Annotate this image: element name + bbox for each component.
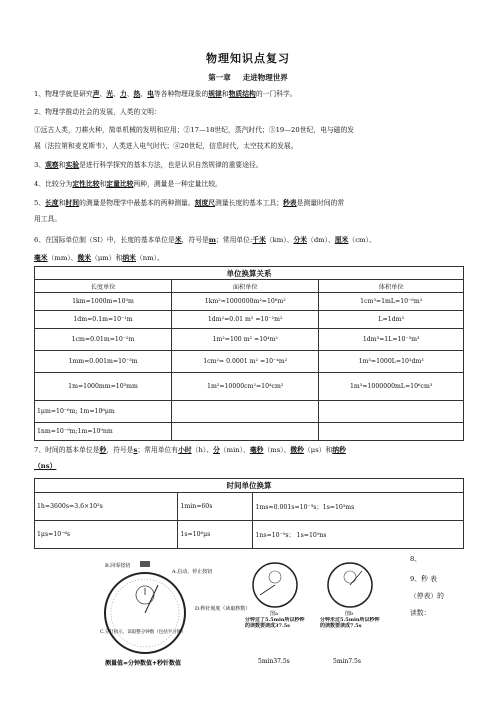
paragraph-4: 4、比较分为定性比较和定量比较两种，测量是一种定量比较。 (34, 180, 222, 188)
table-title: 时间单位换算 (35, 479, 464, 493)
paragraph-3: 3、观察和实验是进行科学探究的基本方法，也是认识自然规律的重要途径。 (34, 161, 263, 169)
page-title: 物理知识点复习 (206, 52, 290, 65)
item-9-line2: （停表）的 (410, 592, 444, 600)
time-conversion-table (34, 478, 464, 549)
header-volume: 体积单位 (319, 280, 464, 293)
note-a: 分钟过了5.5min所以秒钟的读数要读成37.5s (245, 617, 305, 629)
table-cell: 1m=1000mm=10³mm (35, 373, 172, 401)
table-cell: 1μs=10⁻⁶s (35, 521, 178, 549)
table-cell: 1m²=100 m² =10⁴m² (172, 329, 319, 351)
paragraph-7a: 7、时间的基本单位是秒，符号是s；常用单位有小时（h）、分（min）、毫秒（ms）、微秒（μs）和纳秒 (34, 446, 346, 454)
stopwatch-a (253, 563, 297, 607)
result-a: 5min37.5s (258, 658, 290, 665)
table-cell: 1km=1000m=10³m (35, 293, 172, 311)
item-8: 8、 (410, 555, 422, 563)
item-9-line3: 读数： (410, 609, 431, 617)
table-cell: 1s=10⁶μs (178, 521, 253, 549)
fig-b-label: 图b (345, 611, 354, 617)
table-cell: 1mm=0.001m=10⁻³m (35, 351, 172, 373)
table-cell: 1μm=10⁻⁶m; 1m=10⁶μm (35, 401, 172, 423)
table-cell: 1dm³=1L=10⁻³m³ (319, 329, 464, 351)
table-cell: 1m³=1000000mL=10⁶cm³ (319, 373, 464, 401)
result-b: 5min7.5s (333, 658, 361, 665)
table-cell: 1dm=0.1m=10⁻¹m (35, 311, 172, 329)
stopwatch-figure (100, 555, 400, 680)
table-cell: 1nm=10⁻⁹m;1m=10⁹nm (35, 423, 172, 441)
paragraph-1: 1、物理学就是研究声、光、力、热、电等各种物理现象的规律和物质结构的一门科学。 (34, 90, 297, 98)
label-c: C.分针指示，读取整分钟数（包括半分钟） (100, 630, 186, 635)
paragraph-7b: （ns） (34, 462, 57, 470)
header-area: 面积单位 (172, 280, 319, 293)
paragraph-2: 2、物理学推动社会的发展，人类的文明： (34, 108, 161, 116)
unit-conversion-table (34, 266, 464, 441)
label-d: D.秒针刻度（读取秒数） (195, 606, 251, 612)
table-title: 单位换算关系 (35, 267, 464, 280)
table-cell: 1h=3600s=3.6×10³s (35, 493, 178, 521)
note-b: 分钟未过5.5min所以秒钟的读数要读成7.5s (320, 617, 380, 629)
chapter-heading (0, 72, 496, 83)
paragraph-2a: ①远古人类，刀耕火种，简单机械的发明和应用；②17—18世纪，蒸汽时代；③19—20世纪，电与磁的发 (34, 126, 355, 134)
table-cell: L=1dm³ (319, 311, 464, 329)
chapter-number: 第一章 (208, 73, 231, 82)
label-a: A.启动、停止按钮 (172, 569, 213, 575)
table-cell: 1m³=1000L=10³dm³ (319, 351, 464, 373)
table-cell: 1min=60s (178, 493, 253, 521)
table-cell (319, 401, 464, 423)
fig-a-label: 图a (270, 611, 278, 617)
stopwatch-b (328, 563, 372, 607)
table-cell: 1ns=10⁻⁹s； 1s=10⁹ns (253, 521, 464, 549)
table-cell: 1cm³=1mL=10⁻⁶m³ (319, 293, 464, 311)
table-cell (319, 423, 464, 441)
table-cell: 1ms=0.001s=10⁻³s；1s=10³ms (253, 493, 464, 521)
paragraph-5a: 5、长度和时间的测量是物理学中最基本的两种测量。刻度尺测量长度的基本工具；秒表是测量时间的常 (34, 199, 345, 207)
paragraph-2b: 展（法拉第和麦克斯韦），人类进入电气时代；④20世纪，信息时代，太空技术的发展。 (34, 142, 298, 150)
table-cell: 1cm=0.01m=10⁻²m (35, 329, 172, 351)
paragraph-5b: 用工具。 (34, 215, 62, 223)
table-cell: 1m²=10000cm²=10⁴cm² (172, 373, 319, 401)
table-cell: 1cm²= 0.0001 m² =10⁻⁴m² (172, 351, 319, 373)
header-length: 长度单位 (35, 280, 172, 293)
chapter-name: 走进物理世界 (242, 73, 288, 82)
item-9-line1: 9、秒 表 (410, 575, 437, 583)
table-cell (172, 423, 319, 441)
label-b: B.回零按钮 (105, 563, 131, 569)
table-cell (172, 401, 319, 423)
paragraph-6a: 6、在国际单位制（SI）中，长度的基本单位是米，符号是m；常用单位:千米（km）、分米（dm）、厘米（cm）、 (34, 236, 376, 244)
paragraph-6b: 毫米（mm）、微米（μm）和纳米（nm）。 (34, 254, 164, 262)
formula: 测量值=分钟数值+秒针数值 (105, 660, 182, 667)
table-cell: 1km²=1000000m²=10⁶m² (172, 293, 319, 311)
table-cell: 1dm²=0.01 m² =10⁻²m² (172, 311, 319, 329)
